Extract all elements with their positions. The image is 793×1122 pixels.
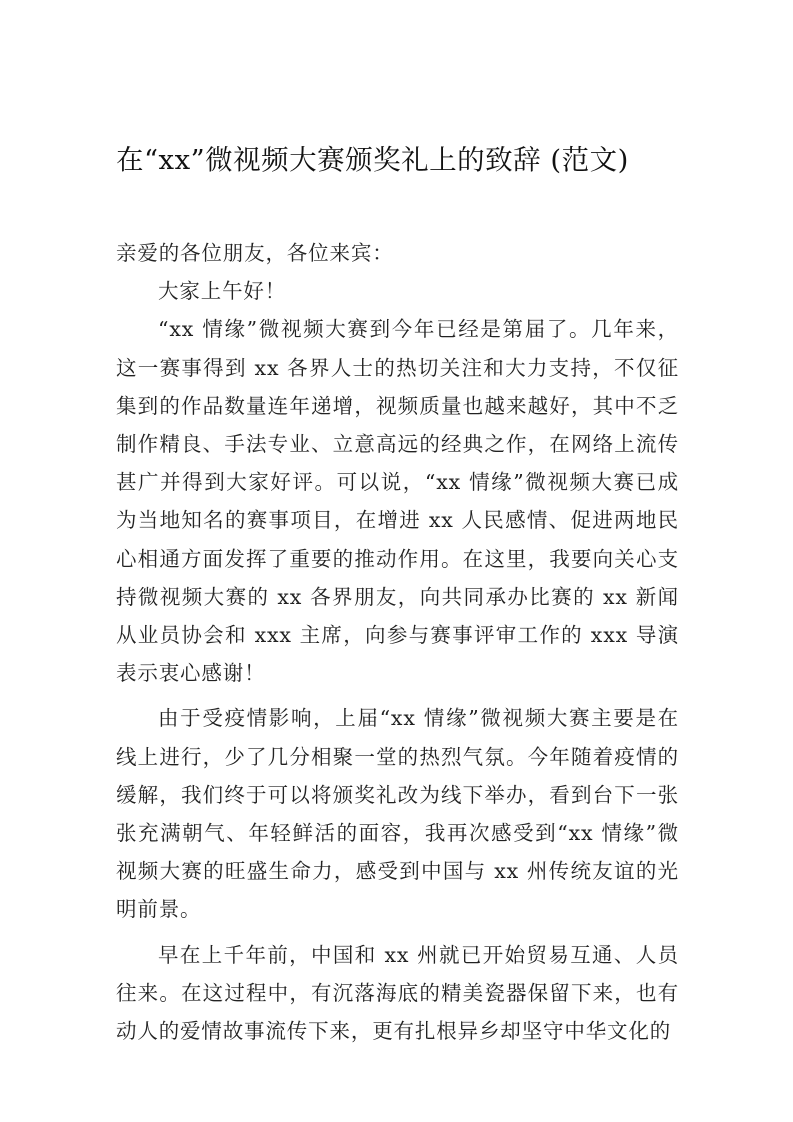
document-content [116, 0, 679, 1050]
paragraph-greeting: 大家上午好！ [158, 279, 287, 304]
paragraph-salutation: 亲爱的各位朋友，各位来宾： [116, 241, 394, 265]
page-title: 在“xx”微视频大赛颁奖礼上的致辞 (范文) [116, 144, 629, 176]
document-body [116, 234, 679, 1050]
paragraph-body-2: 由于受疫情影响，上届“xx 情缘”微视频大赛主要是在线上进行，少了几分相聚一堂的热烈气氛。今年随着疫情的缓解，我们终于可以将颁奖礼改为线下举办，看到台下一张张充满朝气、年轻鲜活的面容，我再次感受到“xx 情缘”微视频大赛的旺盛生命力，感受到中国与 xx 州传统友谊的光明前景。 [116, 706, 679, 922]
paragraph-body-3: 早在上千年前，中国和 xx 州就已开始贸易互通、人员往来。在这过程中，有沉落海底的精美瓷器保留下来，也有动人的爱情故事流传下来，更有扎根异乡却坚守中华文化的 [116, 942, 679, 1044]
paragraph-body-1: “xx 情缘”微视频大赛到今年已经是第届了。几年来，这一赛事得到 xx 各界人士的热切关注和大力支持，不仅征集到的作品数量连年递增，视频质量也越来越好，其中不乏制作精良、手法专业、立意高远的经典之作，在网络上流传甚广并得到大家好评。可以说，“xx 情缘”微视频大赛已成为当地知名的赛事项目，在增进 xx 人民感情、促进两地民心相通方面发挥了重要的推动作用。在这里，我要向关心支持微视频大赛的 xx 各界朋友，向共同承办比赛的 xx 新闻从业员协会和 xxx 主席，向参与赛事评审工作的 xxx 导演表示衷心感谢！ [116, 317, 679, 686]
